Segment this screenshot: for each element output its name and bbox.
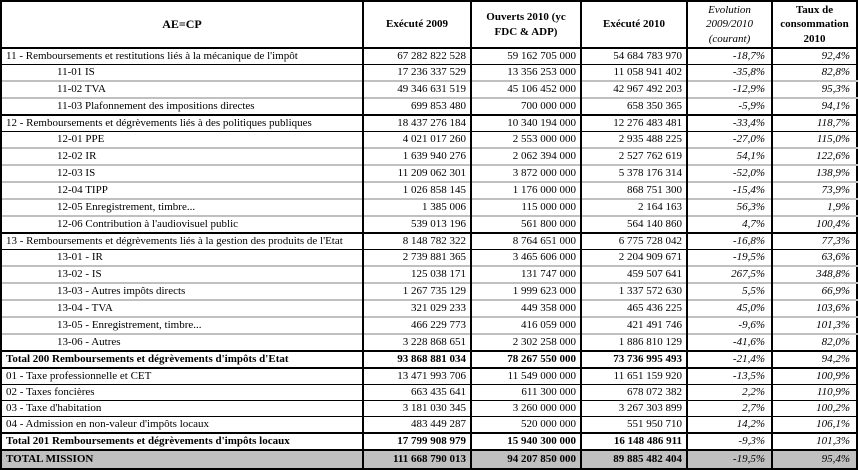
cell-evolution: -52,0% <box>687 165 772 182</box>
local-tax-row <box>1 417 857 434</box>
row-label: 11-01 IS <box>1 65 363 82</box>
cell-exec2009: 483 449 287 <box>363 417 471 434</box>
cell-exec2009: 539 013 196 <box>363 216 471 233</box>
col-header-evolution: Evolution 2009/2010 (courant) <box>687 1 772 48</box>
cell-evolution: -33,4% <box>687 115 772 132</box>
cell-ouverts2010: 1 176 000 000 <box>471 182 581 199</box>
cell-taux: 77,3% <box>772 233 857 250</box>
row-label: 01 - Taxe professionnelle et CET <box>1 368 363 385</box>
cell-exec2009: 18 437 276 184 <box>363 115 471 132</box>
row-label: 12-05 Enregistrement, timbre... <box>1 199 363 216</box>
row-label: 12-03 IS <box>1 165 363 182</box>
col-header-taux-consommation: Taux de consommation 2010 <box>772 1 857 48</box>
cell-exec2010: 11 058 941 402 <box>581 65 687 82</box>
cell-ouverts2010: 2 553 000 000 <box>471 132 581 149</box>
cell-evolution: 267,5% <box>687 266 772 283</box>
row-label: 12-06 Contribution à l'audiovisuel public <box>1 216 363 233</box>
total-row <box>1 433 857 450</box>
row-label: 13-04 - TVA <box>1 300 363 317</box>
detail-row <box>1 300 857 317</box>
row-label: 12-01 PPE <box>1 132 363 149</box>
cell-taux: 101,3% <box>772 433 857 450</box>
cell-exec2010: 2 204 909 671 <box>581 250 687 267</box>
row-label: 13-06 - Autres <box>1 334 363 351</box>
col-header-ouverts-2010: Ouverts 2010 (yc FDC & ADP) <box>471 1 581 48</box>
detail-row <box>1 148 857 165</box>
cell-exec2010: 1 886 810 129 <box>581 334 687 351</box>
cell-taux: 122,6% <box>772 148 857 165</box>
row-label: 13 - Remboursements et dégrèvements liés à la gestion des produits de l'Etat <box>1 233 363 250</box>
cell-ouverts2010: 94 207 850 000 <box>471 450 581 469</box>
col-header-execute-2009: Exécuté 2009 <box>363 1 471 48</box>
detail-row <box>1 132 857 149</box>
cell-exec2009: 125 038 171 <box>363 266 471 283</box>
cell-ouverts2010: 2 062 394 000 <box>471 148 581 165</box>
cell-taux: 101,3% <box>772 317 857 334</box>
cell-ouverts2010: 8 764 651 000 <box>471 233 581 250</box>
cell-evolution: 45,0% <box>687 300 772 317</box>
cell-taux: 103,6% <box>772 300 857 317</box>
cell-exec2010: 89 885 482 404 <box>581 450 687 469</box>
cell-taux: 95,3% <box>772 81 857 98</box>
cell-exec2009: 13 471 993 706 <box>363 368 471 385</box>
cell-taux: 100,4% <box>772 216 857 233</box>
cell-exec2010: 11 651 159 920 <box>581 368 687 385</box>
detail-row <box>1 266 857 283</box>
cell-exec2009: 466 229 773 <box>363 317 471 334</box>
cell-exec2010: 6 775 728 042 <box>581 233 687 250</box>
grand-total-row <box>1 450 857 469</box>
cell-evolution: 4,7% <box>687 216 772 233</box>
cell-ouverts2010: 2 302 258 000 <box>471 334 581 351</box>
cell-exec2009: 1 385 006 <box>363 199 471 216</box>
detail-row <box>1 317 857 334</box>
row-label: 13-01 - IR <box>1 250 363 267</box>
cell-evolution: 14,2% <box>687 417 772 434</box>
cell-taux: 138,9% <box>772 165 857 182</box>
cell-evolution: 5,5% <box>687 283 772 300</box>
cell-taux: 106,1% <box>772 417 857 434</box>
cell-taux: 1,9% <box>772 199 857 216</box>
cell-ouverts2010: 15 940 300 000 <box>471 433 581 450</box>
cell-exec2009: 8 148 782 322 <box>363 233 471 250</box>
cell-exec2010: 54 684 783 970 <box>581 48 687 65</box>
local-tax-row <box>1 401 857 417</box>
cell-ouverts2010: 561 800 000 <box>471 216 581 233</box>
cell-evolution: -35,8% <box>687 65 772 82</box>
detail-row <box>1 98 857 115</box>
cell-evolution: -15,4% <box>687 182 772 199</box>
cell-evolution: -18,7% <box>687 48 772 65</box>
cell-evolution: -27,0% <box>687 132 772 149</box>
cell-exec2010: 678 072 382 <box>581 385 687 401</box>
row-label: 03 - Taxe d'habitation <box>1 401 363 417</box>
cell-taux: 82,0% <box>772 334 857 351</box>
cell-exec2009: 3 228 868 651 <box>363 334 471 351</box>
cell-evolution: 54,1% <box>687 148 772 165</box>
total-row <box>1 351 857 368</box>
cell-exec2009: 2 739 881 365 <box>363 250 471 267</box>
cell-exec2010: 551 950 710 <box>581 417 687 434</box>
row-label: 13-02 - IS <box>1 266 363 283</box>
cell-evolution: -5,9% <box>687 98 772 115</box>
detail-row <box>1 182 857 199</box>
row-label: 11-02 TVA <box>1 81 363 98</box>
cell-ouverts2010: 10 340 194 000 <box>471 115 581 132</box>
section-row <box>1 115 857 132</box>
cell-exec2009: 3 181 030 345 <box>363 401 471 417</box>
row-label: TOTAL MISSION <box>1 450 363 469</box>
cell-evolution: -13,5% <box>687 368 772 385</box>
cell-evolution: -41,6% <box>687 334 772 351</box>
cell-exec2009: 11 209 062 301 <box>363 165 471 182</box>
detail-row <box>1 334 857 351</box>
cell-ouverts2010: 3 260 000 000 <box>471 401 581 417</box>
detail-row <box>1 283 857 300</box>
row-label: 13-03 - Autres impôts directs <box>1 283 363 300</box>
detail-row <box>1 250 857 267</box>
cell-exec2009: 1 026 858 145 <box>363 182 471 199</box>
cell-evolution: -19,5% <box>687 450 772 469</box>
cell-taux: 348,8% <box>772 266 857 283</box>
cell-ouverts2010: 520 000 000 <box>471 417 581 434</box>
cell-evolution: -12,9% <box>687 81 772 98</box>
cell-exec2010: 421 491 746 <box>581 317 687 334</box>
cell-ouverts2010: 3 465 606 000 <box>471 250 581 267</box>
cell-evolution: 2,2% <box>687 385 772 401</box>
cell-exec2010: 868 751 300 <box>581 182 687 199</box>
cell-ouverts2010: 1 999 623 000 <box>471 283 581 300</box>
cell-exec2010: 658 350 365 <box>581 98 687 115</box>
cell-taux: 63,6% <box>772 250 857 267</box>
local-tax-row <box>1 368 857 385</box>
cell-evolution: -9,6% <box>687 317 772 334</box>
row-label: 13-05 - Enregistrement, timbre... <box>1 317 363 334</box>
cell-taux: 73,9% <box>772 182 857 199</box>
cell-exec2010: 2 164 163 <box>581 199 687 216</box>
row-label: 12-02 IR <box>1 148 363 165</box>
row-label: Total 201 Remboursements et dégrèvements d'impôts locaux <box>1 433 363 450</box>
cell-exec2009: 1 639 940 276 <box>363 148 471 165</box>
cell-ouverts2010: 131 747 000 <box>471 266 581 283</box>
detail-row <box>1 165 857 182</box>
cell-taux: 110,9% <box>772 385 857 401</box>
cell-ouverts2010: 611 300 000 <box>471 385 581 401</box>
cell-evolution: 2,7% <box>687 401 772 417</box>
cell-ouverts2010: 416 059 000 <box>471 317 581 334</box>
cell-exec2010: 2 527 762 619 <box>581 148 687 165</box>
cell-ouverts2010: 11 549 000 000 <box>471 368 581 385</box>
detail-row <box>1 81 857 98</box>
cell-taux: 66,9% <box>772 283 857 300</box>
cell-ouverts2010: 78 267 550 000 <box>471 351 581 368</box>
row-label: 02 - Taxes foncières <box>1 385 363 401</box>
cell-exec2009: 17 236 337 529 <box>363 65 471 82</box>
row-label: 12-04 TIPP <box>1 182 363 199</box>
cell-evolution: 56,3% <box>687 199 772 216</box>
cell-evolution: -9,3% <box>687 433 772 450</box>
cell-exec2010: 1 337 572 630 <box>581 283 687 300</box>
cell-evolution: -21,4% <box>687 351 772 368</box>
detail-row <box>1 216 857 233</box>
cell-evolution: -19,5% <box>687 250 772 267</box>
cell-exec2009: 93 868 881 034 <box>363 351 471 368</box>
cell-exec2010: 16 148 486 911 <box>581 433 687 450</box>
cell-taux: 118,7% <box>772 115 857 132</box>
cell-evolution: -16,8% <box>687 233 772 250</box>
cell-ouverts2010: 3 872 000 000 <box>471 165 581 182</box>
cell-exec2010: 2 935 488 225 <box>581 132 687 149</box>
cell-ouverts2010: 115 000 000 <box>471 199 581 216</box>
row-label: 12 - Remboursements et dégrèvements liés à des politiques publiques <box>1 115 363 132</box>
cell-exec2010: 564 140 860 <box>581 216 687 233</box>
cell-exec2009: 49 346 631 519 <box>363 81 471 98</box>
section-row <box>1 48 857 65</box>
cell-taux: 92,4% <box>772 48 857 65</box>
cell-ouverts2010: 59 162 705 000 <box>471 48 581 65</box>
cell-exec2009: 17 799 908 979 <box>363 433 471 450</box>
cell-ouverts2010: 700 000 000 <box>471 98 581 115</box>
cell-taux: 100,2% <box>772 401 857 417</box>
cell-exec2009: 67 282 822 528 <box>363 48 471 65</box>
cell-exec2010: 12 276 483 481 <box>581 115 687 132</box>
row-label: 04 - Admission en non-valeur d'impôts locaux <box>1 417 363 434</box>
row-label: 11 - Remboursements et restitutions liés à la mécanique de l'impôt <box>1 48 363 65</box>
cell-exec2009: 321 029 233 <box>363 300 471 317</box>
cell-taux: 94,1% <box>772 98 857 115</box>
cell-exec2009: 699 853 480 <box>363 98 471 115</box>
cell-exec2009: 1 267 735 129 <box>363 283 471 300</box>
section-row <box>1 233 857 250</box>
cell-exec2009: 663 435 641 <box>363 385 471 401</box>
detail-row <box>1 65 857 82</box>
cell-taux: 82,8% <box>772 65 857 82</box>
table-body <box>1 48 857 469</box>
row-label: 11-03 Plafonnement des impositions directes <box>1 98 363 115</box>
cell-exec2010: 465 436 225 <box>581 300 687 317</box>
cell-ouverts2010: 13 356 253 000 <box>471 65 581 82</box>
cell-taux: 115,0% <box>772 132 857 149</box>
row-label: Total 200 Remboursements et dégrèvements d'impôts d'Etat <box>1 351 363 368</box>
header-row <box>1 1 857 48</box>
cell-ouverts2010: 45 106 452 000 <box>471 81 581 98</box>
cell-exec2010: 73 736 995 493 <box>581 351 687 368</box>
detail-row <box>1 199 857 216</box>
cell-taux: 95,4% <box>772 450 857 469</box>
cell-taux: 100,9% <box>772 368 857 385</box>
col-header-label: AE=CP <box>1 1 363 48</box>
cell-exec2009: 4 021 017 260 <box>363 132 471 149</box>
cell-exec2010: 459 507 641 <box>581 266 687 283</box>
cell-exec2010: 3 267 303 899 <box>581 401 687 417</box>
col-header-execute-2010: Exécuté 2010 <box>581 1 687 48</box>
cell-exec2010: 42 967 492 203 <box>581 81 687 98</box>
cell-taux: 94,2% <box>772 351 857 368</box>
cell-ouverts2010: 449 358 000 <box>471 300 581 317</box>
cell-exec2009: 111 668 790 013 <box>363 450 471 469</box>
cell-exec2010: 5 378 176 314 <box>581 165 687 182</box>
local-tax-row <box>1 385 857 401</box>
